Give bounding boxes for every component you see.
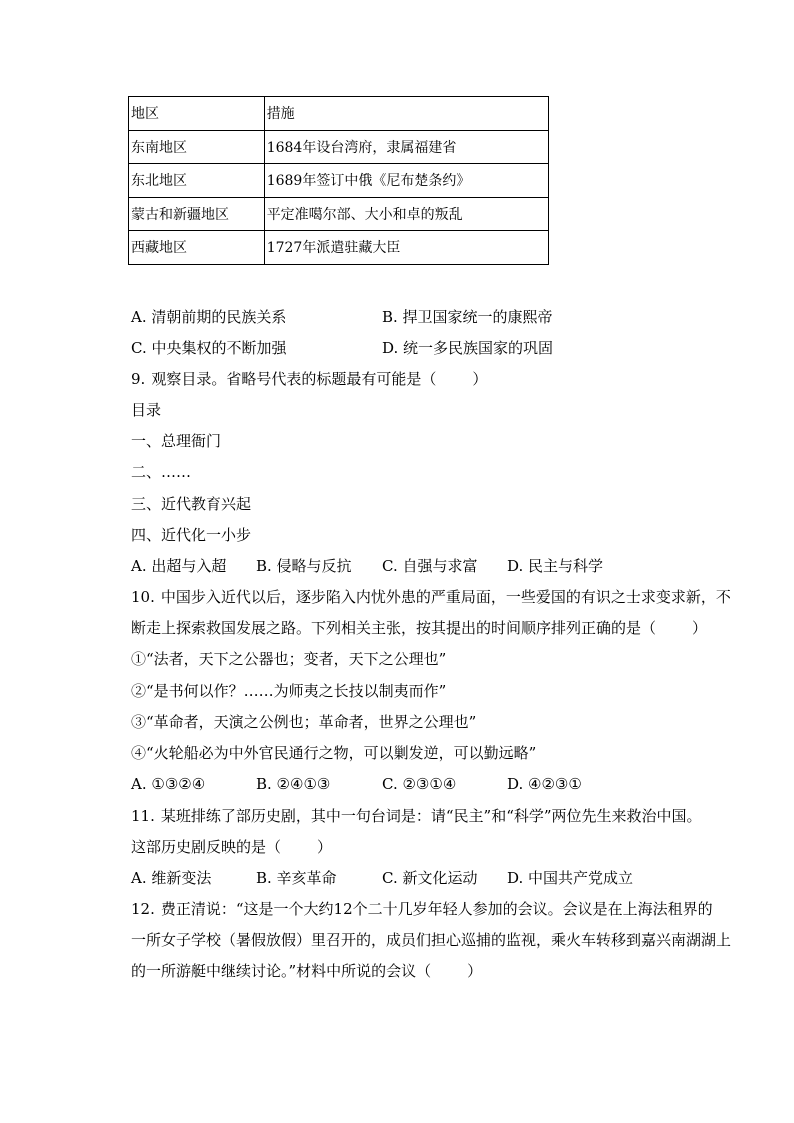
q10-option-b[interactable]: B. ②④①③ bbox=[256, 775, 331, 793]
q10-item-4: ④“火轮船必为中外官民通行之物，可以剿发逆，可以勤远略” bbox=[131, 744, 537, 762]
q8-option-c[interactable]: C. 中央集权的不断加强 bbox=[131, 339, 287, 357]
table-cell-region: 东南地区 bbox=[129, 130, 265, 164]
q11-stem-text: 这部历史剧反映的是（ bbox=[131, 838, 282, 856]
q12-stem-line-2: 一所女子学校（暑假放假）里召开的，成员们担心巡捕的监视，乘火车转移到嘉兴南湖湖上 bbox=[131, 931, 732, 949]
table-row bbox=[129, 197, 549, 231]
table-cell-measure: 1727年派遣驻藏大臣 bbox=[264, 231, 548, 265]
q9-option-a[interactable]: A. 出超与入超 bbox=[131, 557, 227, 575]
q10-stem-text: 中国步入近代以后，逐步陷入内忧外患的严重局面，一些爱国的有识之士求变求新，不 bbox=[160, 588, 731, 606]
q8-option-b[interactable]: B. 捍卫国家统一的康熙帝 bbox=[382, 308, 553, 326]
q12-stem-text: 费正清说：“这是一个大约12个二十几岁年轻人参加的会议。会议是在上海法租界的 bbox=[160, 900, 713, 918]
table-header-cell: 措施 bbox=[264, 97, 548, 131]
q10-stem-line-2 bbox=[131, 618, 707, 638]
q11-stem-line-1 bbox=[131, 806, 702, 826]
q11-stem-text: 某班排练了部历史剧，其中一句台词是：请“民主”和“科学”两位先生来救治中国。 bbox=[160, 807, 702, 825]
q10-stem-text: 断走上探索救国发展之路。下列相关主张，按其提出的时间顺序排列正确的是（ bbox=[131, 619, 657, 637]
q9-close-paren: ） bbox=[472, 370, 488, 388]
q11-option-c[interactable]: C. 新文化运动 bbox=[382, 869, 478, 887]
q10-close-paren: ） bbox=[692, 619, 708, 637]
table-cell-region: 蒙古和新疆地区 bbox=[129, 197, 265, 231]
q10-item-3: ③“革命者，天演之公例也；革命者，世界之公理也” bbox=[131, 713, 477, 731]
question-number: 12. bbox=[131, 900, 155, 918]
q9-stem-text: 观察目录。省略号代表的标题最有可能是（ bbox=[151, 370, 437, 388]
q12-stem-text: 的一所游艇中继续讨论。”材料中所说的会议（ bbox=[131, 962, 432, 980]
q10-item-2: ②“是书何以作？……为师夷之长技以制夷而作” bbox=[131, 682, 447, 700]
table-row bbox=[129, 130, 549, 164]
question-number: 11. bbox=[131, 807, 155, 825]
q11-stem-line-2 bbox=[131, 837, 332, 857]
catalog-item: 一、总理衙门 bbox=[131, 432, 222, 450]
q9-stem bbox=[131, 369, 487, 389]
q11-option-a[interactable]: A. 维新变法 bbox=[131, 869, 212, 887]
catalog-title: 目录 bbox=[131, 401, 162, 419]
table-cell-region: 西藏地区 bbox=[129, 231, 265, 265]
table-cell-measure: 平定准噶尔部、大小和卓的叛乱 bbox=[264, 197, 548, 231]
table-cell-measure: 1684年设台湾府，隶属福建省 bbox=[264, 130, 548, 164]
table-row bbox=[129, 164, 549, 198]
q11-option-b[interactable]: B. 辛亥革命 bbox=[256, 869, 337, 887]
qing-measures-table bbox=[128, 96, 549, 265]
q12-stem-line-3 bbox=[131, 961, 482, 981]
q9-option-d[interactable]: D. 民主与科学 bbox=[507, 557, 604, 575]
q10-item-1: ①“法者，天下之公器也；变者，天下之公理也” bbox=[131, 650, 447, 668]
q10-option-d[interactable]: D. ④②③① bbox=[507, 775, 582, 793]
catalog-item: 三、近代教育兴起 bbox=[131, 495, 252, 513]
table-cell-region: 东北地区 bbox=[129, 164, 265, 198]
q10-stem-line-1 bbox=[131, 587, 731, 607]
q12-stem-line-1 bbox=[131, 899, 713, 919]
q11-option-d[interactable]: D. 中国共产党成立 bbox=[507, 869, 634, 887]
question-number: 9. bbox=[131, 370, 146, 388]
catalog-item: 二、…… bbox=[131, 463, 192, 481]
q12-close-paren: ） bbox=[467, 962, 483, 980]
table-header-cell: 地区 bbox=[129, 97, 265, 131]
question-number: 10. bbox=[131, 588, 155, 606]
q10-option-c[interactable]: C. ②③①④ bbox=[382, 775, 457, 793]
q10-option-a[interactable]: A. ①③②④ bbox=[131, 775, 206, 793]
table-row bbox=[129, 231, 549, 265]
table-cell-measure: 1689年签订中俄《尼布楚条约》 bbox=[264, 164, 548, 198]
q9-option-b[interactable]: B. 侵略与反抗 bbox=[256, 557, 352, 575]
q8-option-a[interactable]: A. 清朝前期的民族关系 bbox=[131, 308, 287, 326]
table-header-row bbox=[129, 97, 549, 131]
q9-option-c[interactable]: C. 自强与求富 bbox=[382, 557, 478, 575]
q11-close-paren: ） bbox=[317, 838, 333, 856]
catalog-item: 四、近代化一小步 bbox=[131, 526, 252, 544]
q8-option-d[interactable]: D. 统一多民族国家的巩固 bbox=[382, 339, 554, 357]
